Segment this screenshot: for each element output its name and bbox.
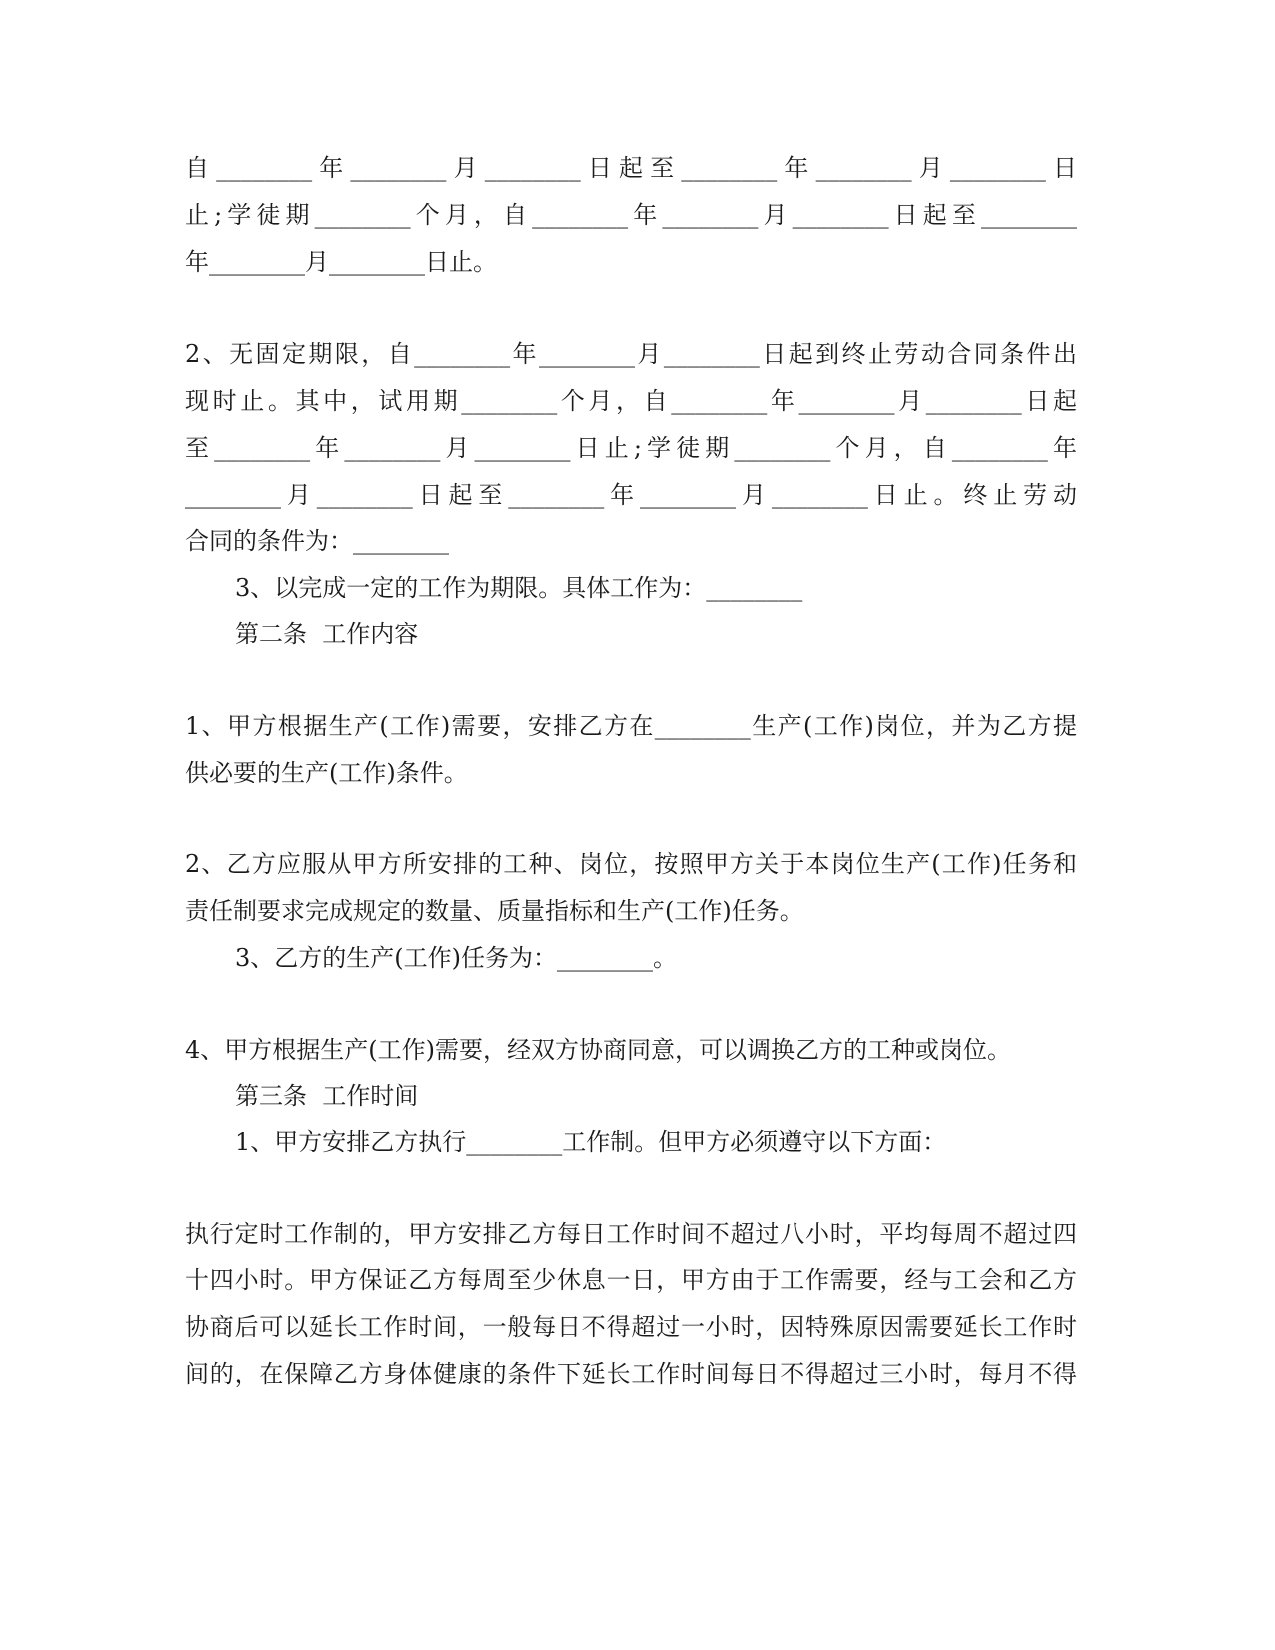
text-line: 责任制要求完成规定的数量、质量指标和生产(工作)任务。 — [185, 897, 804, 925]
text-line: 年________月________日止。 — [185, 248, 497, 276]
text-line: 3、以完成一定的工作为期限。具体工作为：________ — [235, 574, 803, 602]
text-line: 十四小时。甲方保证乙方每周至少休息一日，甲方由于工作需要，经与工会和乙方 — [185, 1266, 1077, 1294]
text-line: 至________年________月________日止;学徒期________个月，自________年 — [185, 434, 1077, 462]
text-line: 协商后可以延长工作时间，一般每日不得超过一小时，因特殊原因需要延长工作时 — [185, 1313, 1077, 1341]
text-line: 4、甲方根据生产(工作)需要，经双方协商同意，可以调换乙方的工种或岗位。 — [185, 1036, 1011, 1064]
text-line: 1、甲方根据生产(工作)需要，安排乙方在________生产(工作)岗位，并为乙方提 — [185, 712, 1077, 740]
text-line: 合同的条件为：________ — [185, 527, 449, 555]
text-line: 2、无固定期限，自________年________月________日起到终止劳动合同条件出 — [185, 340, 1077, 368]
section-heading: 第二条 工作内容 — [235, 620, 419, 648]
text-line: 3、乙方的生产(工作)任务为：________。 — [235, 944, 677, 972]
text-line: 自________年________月________日起至________年________月________日 — [185, 154, 1077, 182]
text-line: 间的，在保障乙方身体健康的条件下延长工作时间每日不得超过三小时，每月不得 — [185, 1360, 1077, 1388]
text-line: 1、甲方安排乙方执行________工作制。但甲方必须遵守以下方面： — [235, 1128, 947, 1156]
section-heading: 第三条 工作时间 — [235, 1082, 419, 1110]
text-line: 执行定时工作制的，甲方安排乙方每日工作时间不超过八小时，平均每周不超过四 — [185, 1220, 1077, 1248]
text-line: 止;学徒期________个月，自________年________月________日起至________ — [185, 201, 1077, 229]
text-line: 现时止。其中，试用期________个月，自________年________月________日起 — [185, 387, 1077, 415]
text-line: 供必要的生产(工作)条件。 — [185, 759, 468, 787]
text-line: 2、乙方应服从甲方所安排的工种、岗位，按照甲方关于本岗位生产(工作)任务和 — [185, 850, 1077, 878]
text-line: ________月________日起至________年________月________日止。终止劳动 — [185, 481, 1077, 509]
